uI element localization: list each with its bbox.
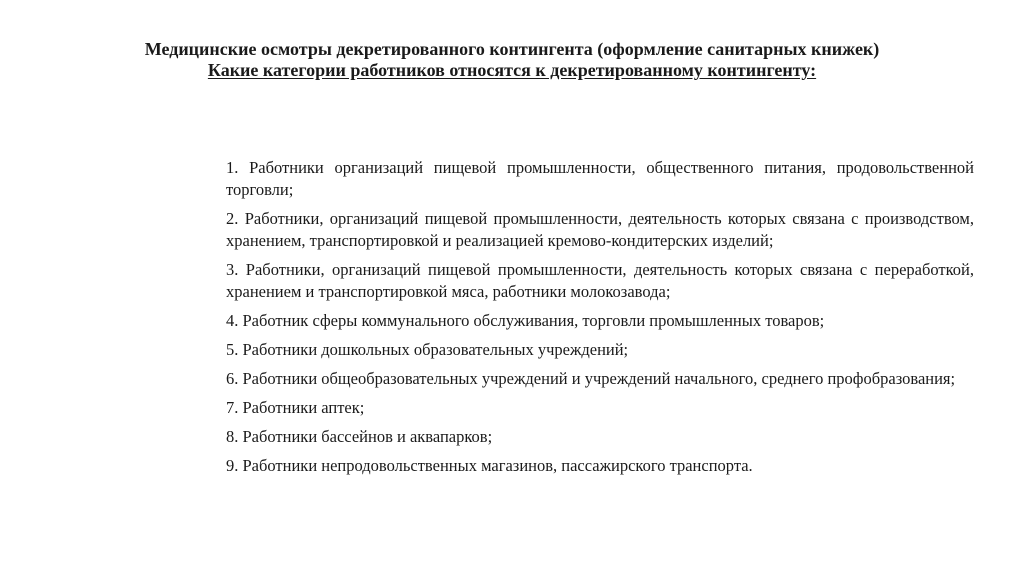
list-item: 2. Работники, организаций пищевой промышленности, деятельность которых связана с производством, хранением, транспортировкой и реализацией кремово-кондитерских изделий; [226, 209, 974, 250]
list-item: 6. Работники общеобразовательных учреждений и учреждений начального, среднего профобразования; [226, 369, 956, 388]
list-item: 8. Работники бассейнов и аквапарков; [226, 427, 493, 446]
list-item: 7. Работники аптек; [226, 398, 365, 417]
page-subtitle: Какие категории работников относятся к декретированному контингенту: [207, 60, 817, 80]
list-item: 1. Работники организаций пищевой промышленности, общественного питания, продовольственной торговли; [226, 158, 974, 199]
list-item: 5. Работники дошкольных образовательных учреждений; [226, 340, 629, 359]
title-block [100, 39, 924, 81]
list-item: 9. Работники непродовольственных магазинов, пассажирского транспорта. [226, 456, 753, 475]
list-item: 4. Работник сферы коммунального обслуживания, торговли промышленных товаров; [226, 311, 825, 330]
worker-category-list [226, 157, 974, 484]
list-item: 3. Работники, организаций пищевой промышленности, деятельность которых связана с переработкой, хранением и транспортировкой мяса, работники молокозавода; [226, 260, 974, 301]
page-title: Медицинские осмотры декретированного контингента (оформление санитарных книжек) [144, 39, 880, 59]
